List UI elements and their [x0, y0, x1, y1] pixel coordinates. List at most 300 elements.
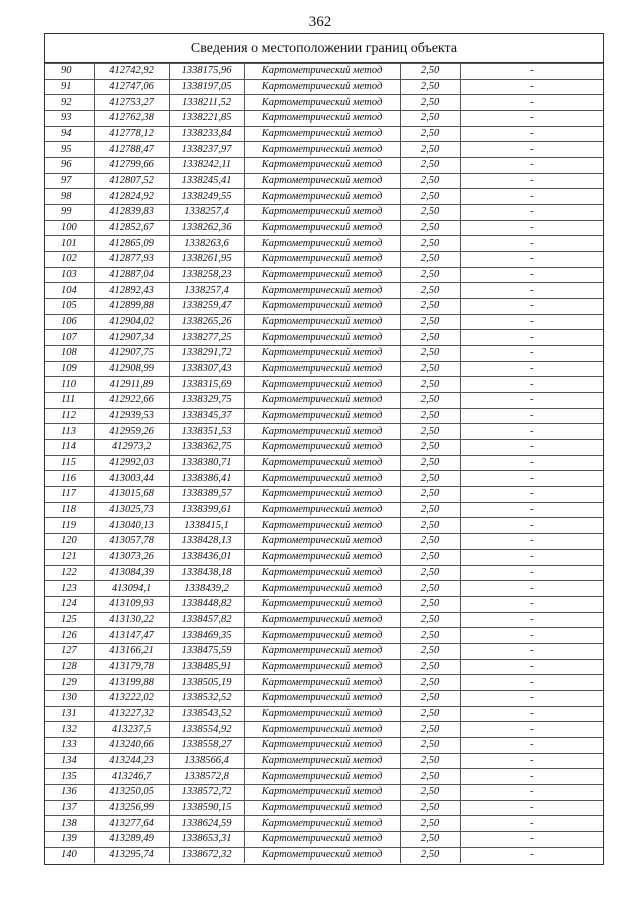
accuracy-cell: 2,50	[400, 95, 460, 111]
x-coordinate-cell: 412907,34	[94, 330, 169, 346]
description-cell: -	[460, 565, 603, 581]
description-cell: -	[460, 111, 603, 127]
accuracy-cell: 2,50	[400, 800, 460, 816]
accuracy-cell: 2,50	[400, 737, 460, 753]
determination-method-cell: Картометрический метод	[244, 534, 400, 550]
accuracy-cell: 2,50	[400, 126, 460, 142]
table-row	[45, 424, 603, 440]
y-coordinate-cell: 1338436,01	[169, 549, 244, 565]
point-number-cell: 110	[45, 377, 94, 393]
y-coordinate-cell: 1338221,85	[169, 111, 244, 127]
x-coordinate-cell: 413166,21	[94, 643, 169, 659]
determination-method-cell: Картометрический метод	[244, 142, 400, 158]
description-cell: -	[460, 424, 603, 440]
accuracy-cell: 2,50	[400, 283, 460, 299]
x-coordinate-cell: 413109,93	[94, 596, 169, 612]
table-row	[45, 581, 603, 597]
x-coordinate-cell: 413147,47	[94, 628, 169, 644]
table-row	[45, 440, 603, 456]
description-cell: -	[460, 784, 603, 800]
accuracy-cell: 2,50	[400, 753, 460, 769]
determination-method-cell: Картометрический метод	[244, 831, 400, 847]
point-number-cell: 133	[45, 737, 94, 753]
y-coordinate-cell: 1338242,11	[169, 158, 244, 174]
point-number-cell: 108	[45, 346, 94, 362]
description-cell: -	[460, 408, 603, 424]
table-row	[45, 675, 603, 691]
x-coordinate-cell: 413130,22	[94, 612, 169, 628]
description-cell: -	[460, 471, 603, 487]
accuracy-cell: 2,50	[400, 267, 460, 283]
determination-method-cell: Картометрический метод	[244, 502, 400, 518]
x-coordinate-cell: 413289,49	[94, 831, 169, 847]
determination-method-cell: Картометрический метод	[244, 252, 400, 268]
point-number-cell: 123	[45, 581, 94, 597]
point-number-cell: 121	[45, 549, 94, 565]
determination-method-cell: Картометрический метод	[244, 408, 400, 424]
x-coordinate-cell: 413256,99	[94, 800, 169, 816]
table-row	[45, 111, 603, 127]
determination-method-cell: Картометрический метод	[244, 189, 400, 205]
y-coordinate-cell: 1338307,43	[169, 361, 244, 377]
x-coordinate-cell: 413199,88	[94, 675, 169, 691]
x-coordinate-cell: 412747,06	[94, 79, 169, 95]
determination-method-cell: Картометрический метод	[244, 158, 400, 174]
table-row	[45, 549, 603, 565]
point-number-cell: 94	[45, 126, 94, 142]
determination-method-cell: Картометрический метод	[244, 79, 400, 95]
determination-method-cell: Картометрический метод	[244, 753, 400, 769]
x-coordinate-cell: 412939,53	[94, 408, 169, 424]
determination-method-cell: Картометрический метод	[244, 236, 400, 252]
point-number-cell: 99	[45, 205, 94, 221]
determination-method-cell: Картометрический метод	[244, 518, 400, 534]
description-cell: -	[460, 800, 603, 816]
accuracy-cell: 2,50	[400, 377, 460, 393]
y-coordinate-cell: 1338428,13	[169, 534, 244, 550]
accuracy-cell: 2,50	[400, 424, 460, 440]
x-coordinate-cell: 413246,7	[94, 769, 169, 785]
x-coordinate-cell: 412908,99	[94, 361, 169, 377]
determination-method-cell: Картометрический метод	[244, 659, 400, 675]
description-cell: -	[460, 643, 603, 659]
table-row	[45, 189, 603, 205]
point-number-cell: 122	[45, 565, 94, 581]
x-coordinate-cell: 412959,26	[94, 424, 169, 440]
y-coordinate-cell: 1338653,31	[169, 831, 244, 847]
y-coordinate-cell: 1338245,41	[169, 173, 244, 189]
table-row	[45, 236, 603, 252]
point-number-cell: 126	[45, 628, 94, 644]
y-coordinate-cell: 1338475,59	[169, 643, 244, 659]
description-cell: -	[460, 487, 603, 503]
table-row	[45, 518, 603, 534]
section-title: Сведения о местоположении границ объекта	[45, 34, 603, 63]
point-number-cell: 137	[45, 800, 94, 816]
determination-method-cell: Картометрический метод	[244, 487, 400, 503]
point-number-cell: 103	[45, 267, 94, 283]
point-number-cell: 91	[45, 79, 94, 95]
description-cell: -	[460, 205, 603, 221]
table-row	[45, 314, 603, 330]
x-coordinate-cell: 412762,38	[94, 111, 169, 127]
y-coordinate-cell: 1338415,1	[169, 518, 244, 534]
table-row	[45, 596, 603, 612]
accuracy-cell: 2,50	[400, 440, 460, 456]
description-cell: -	[460, 534, 603, 550]
determination-method-cell: Картометрический метод	[244, 393, 400, 409]
description-cell: -	[460, 753, 603, 769]
determination-method-cell: Картометрический метод	[244, 549, 400, 565]
table-row	[45, 769, 603, 785]
accuracy-cell: 2,50	[400, 455, 460, 471]
table-row	[45, 847, 603, 863]
description-cell: -	[460, 502, 603, 518]
table-row	[45, 408, 603, 424]
page-number: 362	[308, 14, 332, 30]
x-coordinate-cell: 413025,73	[94, 502, 169, 518]
determination-method-cell: Картометрический метод	[244, 769, 400, 785]
point-number-cell: 100	[45, 220, 94, 236]
x-coordinate-cell: 412973,2	[94, 440, 169, 456]
determination-method-cell: Картометрический метод	[244, 455, 400, 471]
y-coordinate-cell: 1338624,59	[169, 816, 244, 832]
y-coordinate-cell: 1338175,96	[169, 64, 244, 80]
description-cell: -	[460, 299, 603, 315]
description-cell: -	[460, 581, 603, 597]
accuracy-cell: 2,50	[400, 299, 460, 315]
determination-method-cell: Картометрический метод	[244, 361, 400, 377]
table-row	[45, 706, 603, 722]
description-cell: -	[460, 173, 603, 189]
description-cell: -	[460, 283, 603, 299]
y-coordinate-cell: 1338590,15	[169, 800, 244, 816]
x-coordinate-cell: 413179,78	[94, 659, 169, 675]
determination-method-cell: Картометрический метод	[244, 706, 400, 722]
point-number-cell: 132	[45, 722, 94, 738]
accuracy-cell: 2,50	[400, 690, 460, 706]
accuracy-cell: 2,50	[400, 236, 460, 252]
accuracy-cell: 2,50	[400, 675, 460, 691]
description-cell: -	[460, 847, 603, 863]
accuracy-cell: 2,50	[400, 706, 460, 722]
description-cell: -	[460, 79, 603, 95]
y-coordinate-cell: 1338532,52	[169, 690, 244, 706]
description-cell: -	[460, 831, 603, 847]
description-cell: -	[460, 675, 603, 691]
point-number-cell: 119	[45, 518, 94, 534]
point-number-cell: 96	[45, 158, 94, 174]
point-number-cell: 97	[45, 173, 94, 189]
point-number-cell: 135	[45, 769, 94, 785]
determination-method-cell: Картометрический метод	[244, 596, 400, 612]
table-row	[45, 753, 603, 769]
description-cell: -	[460, 722, 603, 738]
description-cell: -	[460, 737, 603, 753]
table-row	[45, 471, 603, 487]
point-number-cell: 129	[45, 675, 94, 691]
description-cell: -	[460, 252, 603, 268]
table-row	[45, 205, 603, 221]
y-coordinate-cell: 1338448,82	[169, 596, 244, 612]
point-number-cell: 115	[45, 455, 94, 471]
point-number-cell: 134	[45, 753, 94, 769]
y-coordinate-cell: 1338362,75	[169, 440, 244, 456]
point-number-cell: 111	[45, 393, 94, 409]
x-coordinate-cell: 412899,88	[94, 299, 169, 315]
determination-method-cell: Картометрический метод	[244, 314, 400, 330]
determination-method-cell: Картометрический метод	[244, 111, 400, 127]
description-cell: -	[460, 314, 603, 330]
description-cell: -	[460, 628, 603, 644]
table-row	[45, 455, 603, 471]
y-coordinate-cell: 1338554,92	[169, 722, 244, 738]
description-cell: -	[460, 612, 603, 628]
accuracy-cell: 2,50	[400, 518, 460, 534]
determination-method-cell: Картометрический метод	[244, 471, 400, 487]
point-number-cell: 118	[45, 502, 94, 518]
x-coordinate-cell: 412877,93	[94, 252, 169, 268]
point-number-cell: 138	[45, 816, 94, 832]
description-cell: -	[460, 64, 603, 80]
y-coordinate-cell: 1338265,26	[169, 314, 244, 330]
determination-method-cell: Картометрический метод	[244, 126, 400, 142]
accuracy-cell: 2,50	[400, 158, 460, 174]
y-coordinate-cell: 1338257,4	[169, 283, 244, 299]
determination-method-cell: Картометрический метод	[244, 581, 400, 597]
accuracy-cell: 2,50	[400, 612, 460, 628]
accuracy-cell: 2,50	[400, 831, 460, 847]
y-coordinate-cell: 1338233,84	[169, 126, 244, 142]
point-number-cell: 106	[45, 314, 94, 330]
accuracy-cell: 2,50	[400, 769, 460, 785]
y-coordinate-cell: 1338277,25	[169, 330, 244, 346]
x-coordinate-cell: 412904,02	[94, 314, 169, 330]
determination-method-cell: Картометрический метод	[244, 722, 400, 738]
point-number-cell: 107	[45, 330, 94, 346]
accuracy-cell: 2,50	[400, 64, 460, 80]
table-row	[45, 377, 603, 393]
description-cell: -	[460, 690, 603, 706]
point-number-cell: 139	[45, 831, 94, 847]
description-cell: -	[460, 95, 603, 111]
table-row	[45, 565, 603, 581]
x-coordinate-cell: 412887,04	[94, 267, 169, 283]
table-row	[45, 722, 603, 738]
determination-method-cell: Картометрический метод	[244, 675, 400, 691]
point-number-cell: 109	[45, 361, 94, 377]
accuracy-cell: 2,50	[400, 393, 460, 409]
y-coordinate-cell: 1338197,05	[169, 79, 244, 95]
description-cell: -	[460, 142, 603, 158]
y-coordinate-cell: 1338558,27	[169, 737, 244, 753]
point-number-cell: 104	[45, 283, 94, 299]
description-cell: -	[460, 455, 603, 471]
table-row	[45, 816, 603, 832]
y-coordinate-cell: 1338261,95	[169, 252, 244, 268]
description-cell: -	[460, 361, 603, 377]
x-coordinate-cell: 412839,83	[94, 205, 169, 221]
coordinates-table	[45, 63, 603, 863]
point-number-cell: 98	[45, 189, 94, 205]
table-row	[45, 831, 603, 847]
table-row	[45, 346, 603, 362]
point-number-cell: 116	[45, 471, 94, 487]
y-coordinate-cell: 1338380,71	[169, 455, 244, 471]
point-number-cell: 136	[45, 784, 94, 800]
y-coordinate-cell: 1338439,2	[169, 581, 244, 597]
x-coordinate-cell: 413244,23	[94, 753, 169, 769]
x-coordinate-cell: 412911,89	[94, 377, 169, 393]
x-coordinate-cell: 413237,5	[94, 722, 169, 738]
description-cell: -	[460, 549, 603, 565]
table-row	[45, 252, 603, 268]
point-number-cell: 112	[45, 408, 94, 424]
table-row	[45, 690, 603, 706]
table-row	[45, 158, 603, 174]
table-row	[45, 361, 603, 377]
point-number-cell: 90	[45, 64, 94, 80]
x-coordinate-cell: 412753,27	[94, 95, 169, 111]
x-coordinate-cell: 412992,03	[94, 455, 169, 471]
y-coordinate-cell: 1338315,69	[169, 377, 244, 393]
table-row	[45, 220, 603, 236]
y-coordinate-cell: 1338399,61	[169, 502, 244, 518]
point-number-cell: 93	[45, 111, 94, 127]
accuracy-cell: 2,50	[400, 565, 460, 581]
table-row	[45, 784, 603, 800]
description-cell: -	[460, 267, 603, 283]
y-coordinate-cell: 1338291,72	[169, 346, 244, 362]
table-row	[45, 330, 603, 346]
point-number-cell: 105	[45, 299, 94, 315]
y-coordinate-cell: 1338263,6	[169, 236, 244, 252]
x-coordinate-cell: 413084,39	[94, 565, 169, 581]
y-coordinate-cell: 1338672,32	[169, 847, 244, 863]
determination-method-cell: Картометрический метод	[244, 847, 400, 863]
description-cell: -	[460, 816, 603, 832]
determination-method-cell: Картометрический метод	[244, 267, 400, 283]
table-row	[45, 643, 603, 659]
table-row	[45, 79, 603, 95]
determination-method-cell: Картометрический метод	[244, 628, 400, 644]
x-coordinate-cell: 412922,66	[94, 393, 169, 409]
point-number-cell: 113	[45, 424, 94, 440]
point-number-cell: 130	[45, 690, 94, 706]
y-coordinate-cell: 1338249,55	[169, 189, 244, 205]
x-coordinate-cell: 412788,47	[94, 142, 169, 158]
accuracy-cell: 2,50	[400, 142, 460, 158]
table-row	[45, 737, 603, 753]
accuracy-cell: 2,50	[400, 79, 460, 95]
x-coordinate-cell: 413003,44	[94, 471, 169, 487]
accuracy-cell: 2,50	[400, 816, 460, 832]
table-row	[45, 95, 603, 111]
table-row	[45, 64, 603, 80]
description-cell: -	[460, 126, 603, 142]
accuracy-cell: 2,50	[400, 659, 460, 675]
description-cell: -	[460, 596, 603, 612]
accuracy-cell: 2,50	[400, 534, 460, 550]
x-coordinate-cell: 412852,67	[94, 220, 169, 236]
point-number-cell: 140	[45, 847, 94, 863]
y-coordinate-cell: 1338258,23	[169, 267, 244, 283]
x-coordinate-cell: 413222,02	[94, 690, 169, 706]
table-row	[45, 299, 603, 315]
y-coordinate-cell: 1338386,41	[169, 471, 244, 487]
boundary-info-frame	[44, 33, 604, 865]
description-cell: -	[460, 706, 603, 722]
accuracy-cell: 2,50	[400, 581, 460, 597]
accuracy-cell: 2,50	[400, 502, 460, 518]
accuracy-cell: 2,50	[400, 628, 460, 644]
y-coordinate-cell: 1338237,97	[169, 142, 244, 158]
y-coordinate-cell: 1338572,8	[169, 769, 244, 785]
y-coordinate-cell: 1338389,57	[169, 487, 244, 503]
accuracy-cell: 2,50	[400, 314, 460, 330]
accuracy-cell: 2,50	[400, 173, 460, 189]
y-coordinate-cell: 1338457,82	[169, 612, 244, 628]
table-row	[45, 487, 603, 503]
x-coordinate-cell: 413277,64	[94, 816, 169, 832]
y-coordinate-cell: 1338211,52	[169, 95, 244, 111]
table-row	[45, 628, 603, 644]
accuracy-cell: 2,50	[400, 189, 460, 205]
x-coordinate-cell: 413057,78	[94, 534, 169, 550]
x-coordinate-cell: 412907,75	[94, 346, 169, 362]
x-coordinate-cell: 413040,13	[94, 518, 169, 534]
point-number-cell: 95	[45, 142, 94, 158]
point-number-cell: 128	[45, 659, 94, 675]
determination-method-cell: Картометрический метод	[244, 283, 400, 299]
x-coordinate-cell: 413015,68	[94, 487, 169, 503]
point-number-cell: 120	[45, 534, 94, 550]
y-coordinate-cell: 1338469,35	[169, 628, 244, 644]
determination-method-cell: Картометрический метод	[244, 643, 400, 659]
y-coordinate-cell: 1338257,4	[169, 205, 244, 221]
determination-method-cell: Картометрический метод	[244, 220, 400, 236]
y-coordinate-cell: 1338485,91	[169, 659, 244, 675]
x-coordinate-cell: 412778,12	[94, 126, 169, 142]
determination-method-cell: Картометрический метод	[244, 440, 400, 456]
table-row	[45, 173, 603, 189]
description-cell: -	[460, 158, 603, 174]
accuracy-cell: 2,50	[400, 471, 460, 487]
x-coordinate-cell: 412865,09	[94, 236, 169, 252]
determination-method-cell: Картометрический метод	[244, 205, 400, 221]
y-coordinate-cell: 1338543,52	[169, 706, 244, 722]
determination-method-cell: Картометрический метод	[244, 690, 400, 706]
point-number-cell: 131	[45, 706, 94, 722]
y-coordinate-cell: 1338262,36	[169, 220, 244, 236]
accuracy-cell: 2,50	[400, 252, 460, 268]
accuracy-cell: 2,50	[400, 847, 460, 863]
x-coordinate-cell: 412807,52	[94, 173, 169, 189]
description-cell: -	[460, 440, 603, 456]
y-coordinate-cell: 1338566,4	[169, 753, 244, 769]
point-number-cell: 124	[45, 596, 94, 612]
x-coordinate-cell: 413227,32	[94, 706, 169, 722]
y-coordinate-cell: 1338351,53	[169, 424, 244, 440]
accuracy-cell: 2,50	[400, 596, 460, 612]
point-number-cell: 101	[45, 236, 94, 252]
description-cell: -	[460, 377, 603, 393]
table-row	[45, 612, 603, 628]
y-coordinate-cell: 1338505,19	[169, 675, 244, 691]
description-cell: -	[460, 769, 603, 785]
table-row	[45, 126, 603, 142]
description-cell: -	[460, 393, 603, 409]
